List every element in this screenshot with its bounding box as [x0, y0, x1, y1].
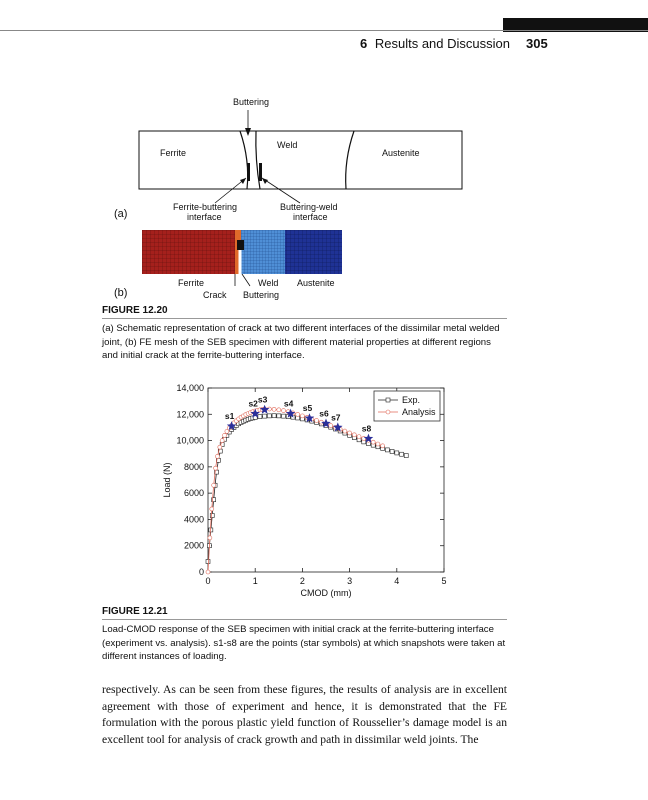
crack-right [259, 163, 262, 181]
y-tick-label: 10,000 [176, 435, 204, 446]
star-label-s7: s7 [331, 412, 341, 423]
exp-point [282, 414, 286, 418]
specimen-outline [139, 131, 462, 189]
label-subfig-b: (b) [114, 287, 128, 299]
exp-point [206, 559, 210, 563]
label-buttering: Buttering [233, 97, 270, 107]
figure-12-21-label: FIGURE 12.21 [102, 606, 168, 617]
figure-12-20-label: FIGURE 12.20 [102, 305, 168, 316]
x-tick-label: 4 [394, 576, 400, 586]
exp-point [400, 452, 404, 456]
chapter-title: Results and Discussion [374, 36, 510, 51]
header-rule [0, 30, 648, 31]
star-label-s2: s2 [248, 398, 258, 409]
y-axis-label: Load (N) [162, 462, 172, 498]
figure-12-20 [100, 90, 520, 305]
x-tick-label: 1 [252, 576, 258, 586]
analysis-point [210, 507, 214, 511]
mesh-weld [241, 230, 285, 274]
mesh-label-austenite: Austenite [297, 278, 335, 288]
analysis-point [381, 444, 385, 448]
analysis-point [282, 409, 286, 413]
mesh-label-buttering: Buttering [243, 290, 280, 300]
analysis-point [215, 454, 219, 458]
star-label-s8: s8 [361, 423, 372, 434]
legend-marker-analysis [386, 410, 390, 414]
fe-mesh [142, 230, 342, 274]
exp-point [277, 414, 281, 418]
analysis-point [352, 433, 356, 437]
mesh-crack [239, 250, 242, 274]
series-line-1 [208, 416, 406, 562]
analysis-point [214, 466, 218, 470]
analysis-point [220, 439, 224, 443]
analysis-point [296, 412, 300, 416]
exp-point [258, 415, 262, 419]
exp-point [272, 414, 276, 418]
analysis-point [212, 483, 216, 487]
label-fb-interface-1: Ferrite-buttering [173, 202, 238, 212]
label-subfig-a: (a) [114, 208, 128, 220]
star-label-s3: s3 [257, 394, 268, 405]
star-label-s5: s5 [302, 403, 313, 414]
label-bw-interface-1: Buttering-weld [280, 202, 338, 212]
weld-austenite-line [346, 131, 354, 189]
figure-12-20-caption: (a) Schematic representation of crack at two different interfaces of the dissimilar metal welded joint, (b) FE mesh of the SEB specimen with different material properties at different regions and initial crack at the ferrite-buttering interface. [102, 318, 507, 363]
mesh-label-ferrite: Ferrite [178, 278, 205, 288]
analysis-point [300, 414, 304, 418]
analysis-point [348, 431, 352, 435]
label-ferrite: Ferrite [160, 148, 187, 158]
buttering-pointer [242, 274, 250, 286]
mesh-ferrite [142, 230, 235, 274]
star-label-s1: s1 [224, 411, 235, 422]
exp-point [210, 513, 214, 517]
analysis-point [343, 429, 347, 433]
analysis-point [223, 433, 227, 437]
chapter-number: 6 [360, 36, 368, 51]
x-tick-label: 0 [205, 576, 211, 586]
label-weld: Weld [277, 140, 298, 150]
y-tick-label: 12,000 [176, 409, 204, 420]
exp-point [267, 414, 271, 418]
body-paragraph: respectively. As can be seen from these figures, the results of analysis are in excellent agreement with those of experiment and hence, it is demonstrated that the FE formulation with the porous plastic yield function of Rousselier’s damage model is an excellent tool for analysis of crack growth and path in dissimilar weld joints. The [102, 683, 507, 746]
exp-point [390, 449, 394, 453]
y-tick-label: 0 [198, 567, 204, 577]
analysis-point [371, 440, 375, 444]
label-fb-interface-2: interface [187, 212, 222, 222]
label-austenite: Austenite [382, 148, 420, 158]
legend-label-2: Analysis [402, 407, 436, 417]
star-label-s4: s4 [283, 398, 294, 409]
y-tick-label: 4000 [183, 514, 204, 525]
mesh-label-weld: Weld [258, 278, 279, 288]
top-bar [0, 0, 648, 23]
y-tick-label: 2000 [183, 540, 204, 551]
x-tick-label: 5 [441, 576, 447, 586]
analysis-point [218, 445, 222, 449]
label-bw-interface-2: interface [293, 212, 328, 222]
analysis-point [206, 570, 210, 574]
mesh-crack-tip [237, 240, 244, 250]
star-s3 [260, 405, 270, 414]
bw-interface-arrow [262, 178, 300, 203]
legend-marker-exp [386, 398, 390, 402]
figure-12-21-caption: Load-CMOD response of the SEB specimen with initial crack at the ferrite-buttering interface (experiment vs. analysis). s1-s8 are the points (star symbols) at which snapshots were taken at different instances of loading. [102, 619, 507, 664]
running-header [360, 36, 548, 51]
mesh-label-crack: Crack [203, 290, 227, 300]
analysis-point [272, 407, 276, 411]
x-tick-label: 2 [299, 576, 305, 586]
exp-point [395, 451, 399, 455]
series-line-2 [208, 409, 383, 572]
mesh-austenite [285, 230, 342, 274]
analysis-point [277, 408, 281, 412]
y-tick-label: 14,000 [176, 383, 204, 393]
exp-point [263, 414, 267, 418]
load-cmod-chart [0, 378, 648, 603]
analysis-point [315, 418, 319, 422]
y-tick-label: 6000 [183, 488, 204, 499]
x-axis-label: CMOD (mm) [300, 588, 352, 598]
exp-point [385, 448, 389, 452]
legend-label-1: Exp. [402, 395, 421, 405]
crack-left [247, 163, 250, 181]
y-tick-label: 8000 [183, 461, 204, 472]
analysis-point [357, 435, 361, 439]
analysis-point [329, 424, 333, 428]
star-label-s6: s6 [319, 408, 329, 419]
page-number: 305 [526, 36, 548, 51]
exp-point [404, 454, 408, 458]
x-tick-label: 3 [347, 576, 353, 586]
analysis-point [376, 442, 380, 446]
analysis-point [208, 536, 212, 540]
